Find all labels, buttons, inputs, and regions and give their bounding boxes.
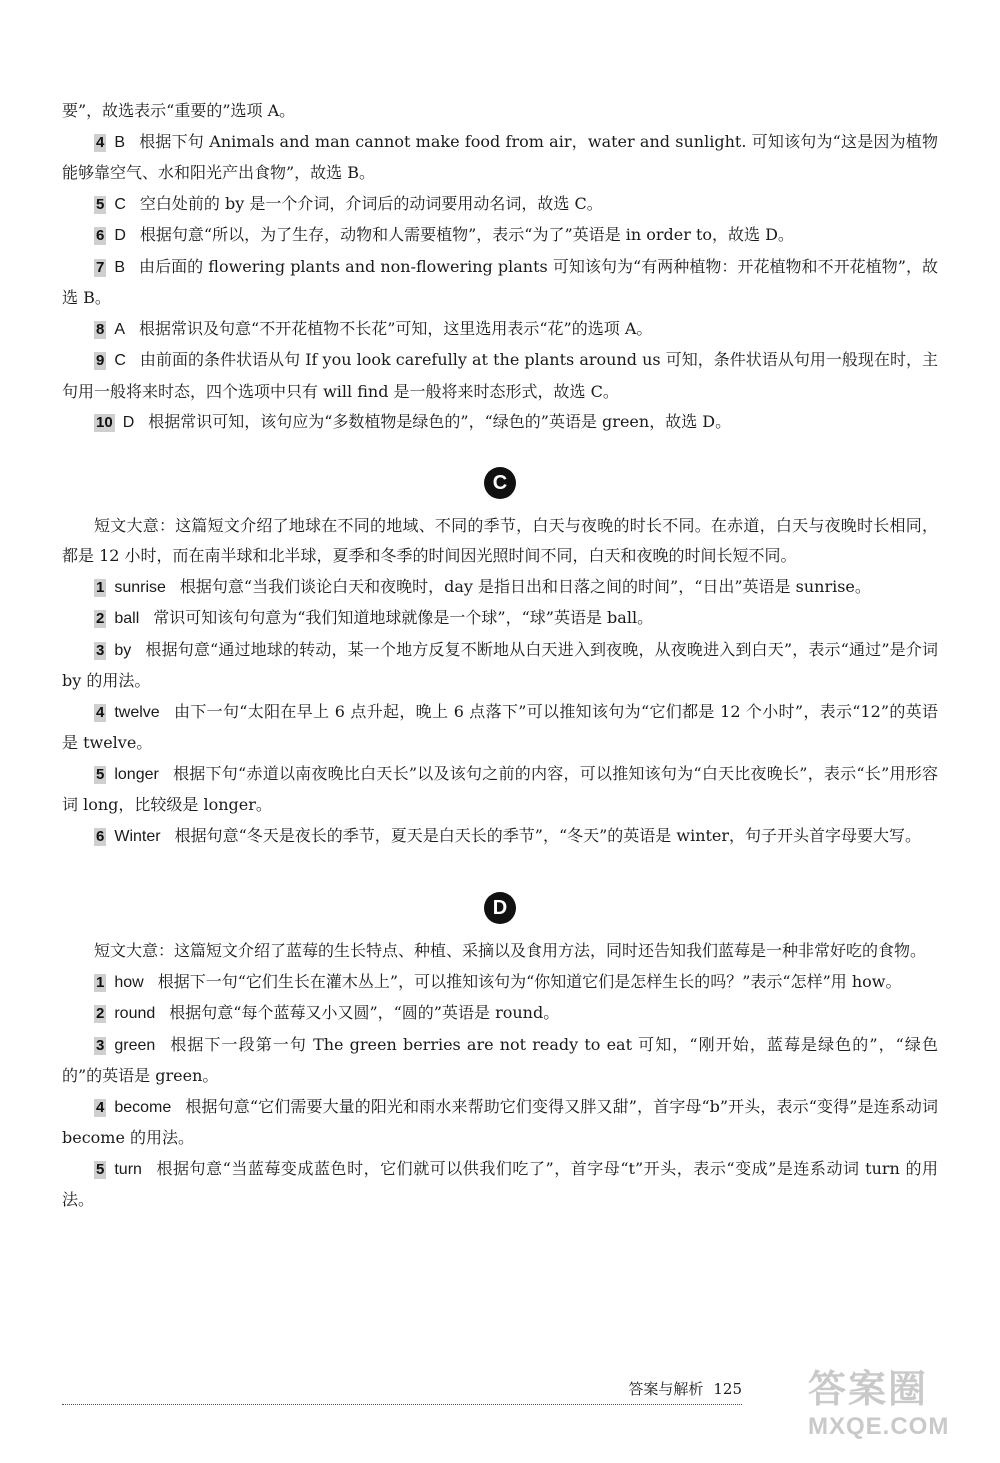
item-answer: green [114,1036,156,1054]
section-c-list [62,572,938,853]
item-number: 4 [96,133,105,151]
list-item [62,572,938,604]
list-item [62,189,938,221]
item-number: 4 [96,1098,105,1116]
list-item [62,314,938,346]
item-number: 10 [96,414,113,431]
item-number: 2 [96,1005,105,1022]
list-item [62,1030,938,1092]
item-explanation: 由前面的条件状语从句 If you look carefully at the plants around us 可知，条件状语从句用一般现在时，主句用一般将来时态，四个选项中只有 will find 是一般将来时态形式，故选 C。 [62,350,938,401]
item-explanation: 根据常识可知，该句应为“多数植物是绿色的”，“绿色的”英语是 green，故选 D。 [148,412,732,431]
section-d-mark: D [484,892,516,924]
item-answer: D [114,227,126,244]
item-explanation: 根据下句 Animals and man cannot make food from air，water and sunlight. 可知该句为“这是因为植物能够靠空气、水和阳光产出食物”，故选 B。 [62,131,938,182]
item-explanation: 由下一句“太阳在早上 6 点升起，晚上 6 点落下”可以推知该句为“它们都是 12 个小时”，表示“12”的英语是 twelve。 [62,701,938,752]
item-explanation: 根据句意“通过地球的转动，某一个地方反复不断地从白天进入到夜晚，从夜晚进入到白天”，表示“通过”是介词 by 的用法。 [62,639,938,690]
list-item [62,220,938,252]
item-number: 1 [96,578,105,596]
list-item [62,635,938,697]
item-answer: round [114,1005,156,1022]
item-number: 5 [96,765,105,783]
list-item [62,759,938,821]
list-item [62,821,938,853]
section-d-summary: 短文大意：这篇短文介绍了蓝莓的生长特点、种植、采摘以及食用方法，同时还告知我们蓝莓是一种非常好吃的食物。 [94,941,927,960]
list-item [62,1154,938,1216]
item-explanation: 根据下一句“它们生长在灌木丛上”，可以推知该句为“你知道它们是怎样生长的吗？”表示“怎样”用 how。 [157,971,902,991]
watermark-top: 答案圈 [808,1369,929,1411]
item-answer: B [114,258,126,276]
item-answer: C [114,352,126,369]
page-number: 125 [713,1380,742,1398]
item-explanation: 根据句意“所以，为了生存，动物和人需要植物”，表示“为了”英语是 in order to，故选 D。 [139,225,794,244]
item-answer: B [114,133,126,151]
item-number: 7 [96,258,105,276]
item-number: 5 [96,1160,105,1178]
item-explanation: 根据句意“当我们谈论白天和夜晚时，day 是指日出和日落之间的时间”，“日出”英语是 sunrise。 [179,576,871,596]
item-answer: become [114,1098,172,1116]
item-explanation: 根据常识及句意“不开花植物不长花”可知，这里选用表示“花”的选项 A。 [139,318,653,338]
item-answer: Winter [114,827,161,845]
item-answer: A [114,320,126,338]
item-explanation: 常识可知该句句意为“我们知道地球就像是一个球”，“球”英语是 ball。 [153,608,654,627]
item-number: 3 [96,641,105,659]
item-number: 6 [96,827,105,845]
page-content [62,96,938,1216]
list-item [62,967,938,999]
item-number: 6 [96,227,105,244]
list-item [62,1092,938,1154]
section-c-mark: C [484,467,516,499]
page-footer [62,1378,742,1405]
item-number: 1 [96,973,105,991]
item-number: 3 [96,1036,105,1054]
list-item [62,998,938,1030]
watermark-bottom: MXQE.COM [808,1413,950,1440]
list-item [62,697,938,759]
part-b-list [62,127,938,439]
item-answer: ball [114,610,140,627]
item-explanation: 根据句意“每个蓝莓又小又圆”，“圆的”英语是 round。 [169,1003,560,1022]
item-explanation: 根据句意“当蓝莓变成蓝色时，它们就可以供我们吃了”，首字母“t”开头，表示“变成”是连系动词 turn 的用法。 [62,1158,938,1209]
list-item [62,252,938,314]
watermark-logo [808,1368,993,1442]
item-explanation: 根据句意“它们需要大量的阳光和雨水来帮助它们变得又胖又甜”，首字母“b”开头，表示“变得”是连系动词 become 的用法。 [62,1096,938,1147]
item-answer: sunrise [114,578,166,596]
item-number: 4 [96,703,105,721]
list-item [62,345,938,407]
item-answer: by [114,641,132,659]
item-answer: turn [114,1160,142,1178]
intro-tail: 要”，故选表示“重要的”选项 A。 [62,101,296,120]
item-number: 5 [96,195,105,213]
item-answer: D [122,414,135,431]
item-answer: longer [114,765,159,783]
list-item [62,603,938,635]
section-d-list [62,967,938,1216]
item-answer: how [114,973,144,991]
item-answer: twelve [114,703,160,721]
item-explanation: 根据下句“赤道以南夜晚比白天长”以及该句之前的内容，可以推知该句为“白天比夜晚长”，表示“长”用形容词 long，比较级是 longer。 [62,763,938,814]
list-item [62,127,938,189]
item-number: 9 [96,352,105,369]
item-explanation: 由后面的 flowering plants and non-flowering plants 可知该句为“有两种植物：开花植物和不开花植物”，故选 B。 [62,256,938,307]
item-number: 2 [96,610,105,627]
footer-label: 答案与解析 [628,1380,704,1398]
item-explanation: 根据句意“冬天是夜长的季节，夏天是白天长的季节”，“冬天”的英语是 winter，句子开头首字母要大写。 [174,825,922,845]
item-number: 8 [96,320,105,338]
item-explanation: 根据下一段第一句 The green berries are not ready to eat 可知，“刚开始，蓝莓是绿色的”，“绿色的”的英语是 green。 [62,1034,938,1085]
item-answer: C [114,195,126,213]
item-explanation: 空白处前的 by 是一个介词，介词后的动词要用动名词，故选 C。 [139,193,603,213]
section-c-summary: 短文大意：这篇短文介绍了地球在不同的地域、不同的季节，白天与夜晚的时长不同。在赤道，白天与夜晚时长相同，都是 12 小时，而在南半球和北半球，夏季和冬季的时间因光照时间不同，白天和夜晚的时间长短不同。 [62,515,938,565]
list-item [62,407,938,439]
